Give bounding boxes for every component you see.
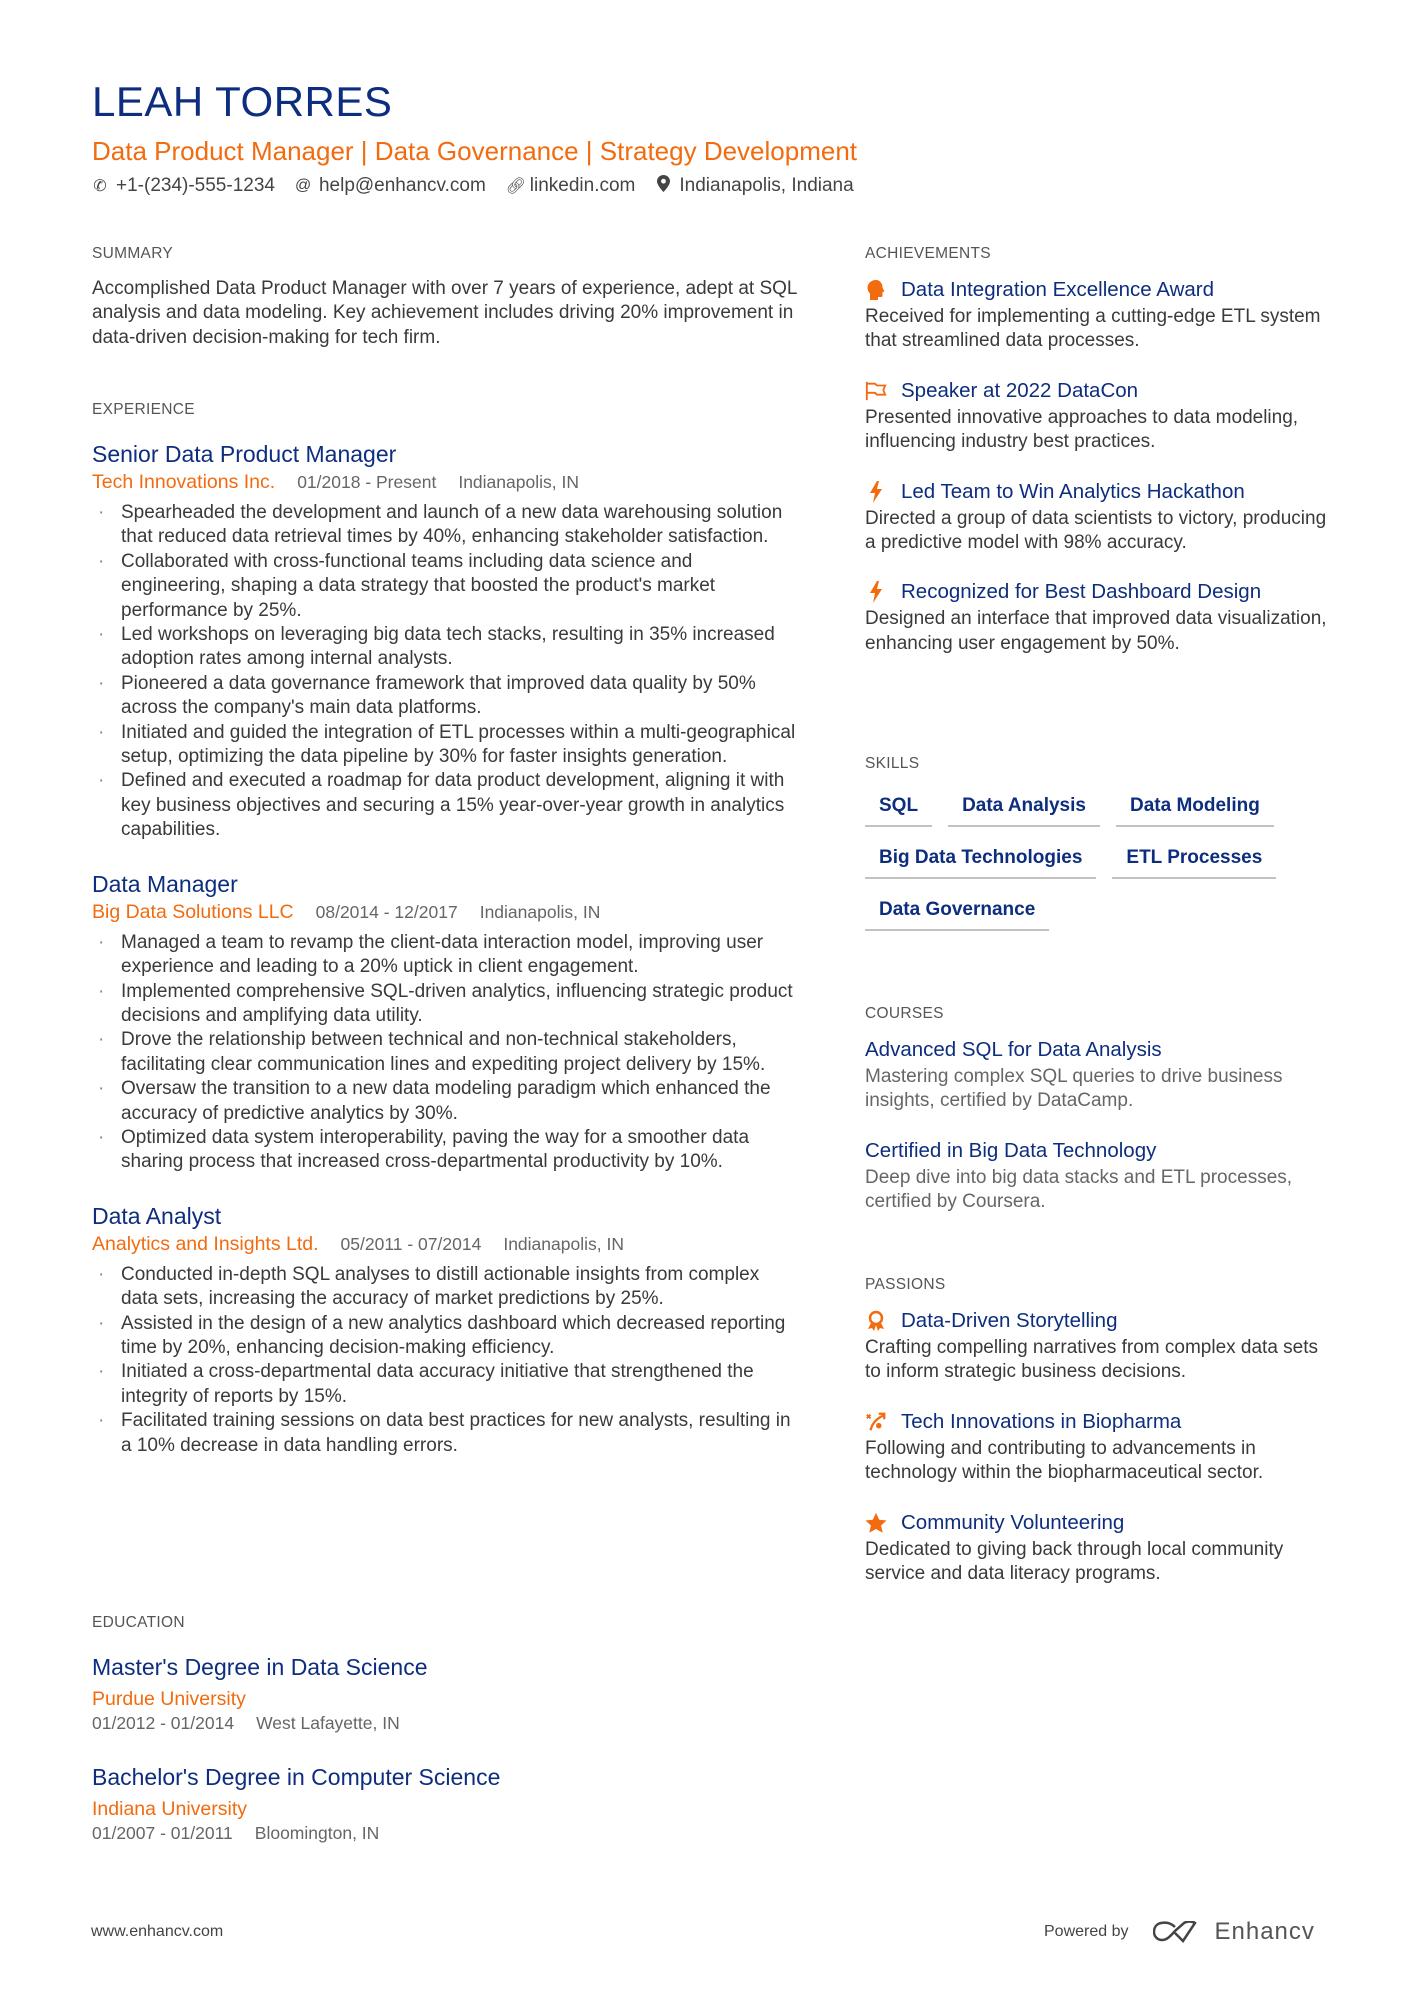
powered-by	[1044, 1918, 1315, 1946]
achievement-title: Led Team to Win Analytics Hackathon	[901, 479, 1245, 503]
flag-icon	[865, 380, 887, 402]
achievement-desc: Presented innovative approaches to data modeling, influencing industry best practices.	[865, 406, 1299, 453]
contact-linkedin[interactable]	[506, 175, 636, 197]
skill-tag: Data Governance	[865, 899, 1049, 931]
candidate-name: LEAH TORRES	[92, 78, 393, 125]
course-desc: Mastering complex SQL queries to drive business insights, certified by DataCamp.	[865, 1066, 1283, 1112]
job-bullets	[92, 501, 797, 843]
job-title: Data Analyst	[92, 1202, 222, 1229]
bullet: · Spearheaded the development and launch of a new data warehousing solution that reduced data retrieval times by 40%, enhancing stakeholder satisfaction.	[92, 501, 797, 550]
passion-desc: Dedicated to giving back through local community service and data literacy programs.	[865, 1538, 1284, 1585]
brand-name: Enhancv	[1214, 1918, 1315, 1945]
passion-item	[865, 1306, 1335, 1385]
job-location: Indianapolis, IN	[479, 901, 601, 922]
passion-item	[865, 1508, 1335, 1587]
course-title: Certified in Big Data Technology	[865, 1138, 1157, 1162]
edu-location: West Lafayette, IN	[256, 1713, 400, 1733]
achievement-title: Data Integration Excellence Award	[901, 278, 1215, 301]
skills-section	[865, 755, 1335, 931]
passion-desc: Following and contributing to advancements in technology within the biopharmaceutical sector.	[865, 1437, 1264, 1484]
contact-phone	[92, 175, 275, 197]
skill-tag: Data Analysis	[948, 795, 1100, 827]
degree: Master's Degree in Data Science	[92, 1654, 428, 1680]
phone-text: +1-(234)-555-1234	[116, 175, 275, 196]
achievement-desc: Designed an interface that improved data visualization, enhancing user engagement by 50%.	[865, 608, 1327, 654]
job-dates: 05/2011 - 07/2014	[340, 1233, 482, 1254]
enhancv-logo[interactable]	[1153, 1918, 1315, 1946]
courses-section	[865, 1005, 1335, 1215]
job-location: Indianapolis, IN	[503, 1233, 624, 1254]
achievement-item	[865, 577, 1335, 656]
passions-section	[865, 1276, 1335, 1608]
experience-section	[92, 401, 797, 1484]
headline: Data Product Manager | Data Governance | Strategy Development	[92, 136, 858, 166]
job-title: Data Manager	[92, 870, 238, 897]
company-name: Analytics and Insights Ltd.	[92, 1232, 319, 1255]
powered-by-text: Powered by	[1044, 1923, 1129, 1940]
bullet: · Conducted in-depth SQL analyses to distill actionable insights from complex data sets, increasing the accuracy of market predictions by 25%.	[92, 1263, 797, 1312]
section-label: SUMMARY	[92, 245, 174, 262]
lightning-icon	[865, 481, 887, 503]
degree: Bachelor's Degree in Computer Science	[92, 1764, 501, 1790]
job-bullets	[92, 1263, 797, 1458]
achievements-section	[865, 245, 1335, 678]
award-medal-icon	[865, 1310, 887, 1332]
job-title: Senior Data Product Manager	[92, 441, 397, 467]
bullet: · Managed a team to revamp the client-data interaction model, improving user experience and leading to a 20% uptick in client engagement.	[92, 931, 797, 980]
edu-location: Bloomington, IN	[254, 1823, 380, 1843]
footer-website[interactable]: www.enhancv.com	[91, 1923, 224, 1940]
skill-tag: SQL	[865, 795, 932, 827]
job-entry	[92, 1201, 797, 1458]
achievement-item	[865, 376, 1335, 455]
passion-title: Tech Innovations in Biopharma	[901, 1409, 1182, 1433]
job-entry	[92, 439, 797, 843]
email-link[interactable]: help@enhancv.com	[318, 175, 486, 196]
company-name: Tech Innovations Inc.	[92, 471, 276, 493]
bullet: · Defined and executed a roadmap for data product development, aligning it with key business objectives and securing a 15% year-over-year growth in analytics capabilities.	[92, 769, 797, 842]
star-icon	[865, 1512, 887, 1534]
course-desc: Deep dive into big data stacks and ETL processes, certified by Coursera.	[865, 1166, 1293, 1213]
bullet: · Implemented comprehensive SQL-driven analytics, influencing strategic product decisions and amplifying data utility.	[92, 980, 797, 1029]
bullet: · Initiated and guided the integration of ETL processes within a multi-geographical setup, optimizing the data pipeline by 30% for faster insights generation.	[92, 721, 797, 770]
job-entry	[92, 869, 797, 1175]
company-name: Big Data Solutions LLC	[92, 900, 294, 923]
bullet: · Pioneered a data governance framework that improved data quality by 50% across the company's main data platforms.	[92, 672, 797, 721]
education-entry	[92, 1652, 797, 1734]
achievement-desc: Received for implementing a cutting-edge ETL system that streamlined data processes.	[865, 306, 1321, 352]
summary-text: Accomplished Data Product Manager with over 7 years of experience, adept at SQL analysis and data modeling. Key achievement includes driving 20% improvement in data-driven decision-making for tech firm.	[92, 278, 797, 348]
bullet: · Assisted in the design of a new analytics dashboard which decreased reporting time by 20%, enhancing decision-making efficiency.	[92, 1312, 797, 1361]
link-icon: 🔗︎	[505, 178, 527, 195]
skill-tag: Big Data Technologies	[865, 847, 1096, 879]
enhancv-logo-icon	[1153, 1921, 1201, 1943]
education-section	[92, 1614, 797, 1844]
bullet: · Initiated a cross-departmental data accuracy initiative that strengthened the integrity of reports by 15%.	[92, 1360, 797, 1409]
passion-title: Community Volunteering	[901, 1510, 1125, 1534]
school: Purdue University	[92, 1688, 246, 1710]
contact-row	[92, 175, 854, 197]
brain-icon	[865, 279, 887, 301]
bullet: · Drove the relationship between technical and non-technical stakeholders, facilitating clear communication lines and expediting project delivery by 15%.	[92, 1028, 797, 1077]
passion-desc: Crafting compelling narratives from complex data sets to inform strategic business decisions.	[865, 1337, 1319, 1383]
achievement-title: Recognized for Best Dashboard Design	[901, 580, 1262, 604]
bullet: · Oversaw the transition to a new data modeling paradigm which enhanced the accuracy of predictive analytics by 30%.	[92, 1077, 797, 1126]
bullet: · Collaborated with cross-functional teams including data science and engineering, shaping a data strategy that boosted the product's market performance by 25%.	[92, 550, 797, 623]
course-title: Advanced SQL for Data Analysis	[865, 1038, 1162, 1061]
achievement-item	[865, 275, 1335, 354]
route-icon	[865, 1411, 887, 1433]
passion-item	[865, 1407, 1335, 1486]
linkedin-link[interactable]: linkedin.com	[529, 175, 636, 196]
job-bullets	[92, 931, 797, 1175]
course-item	[865, 1136, 1335, 1215]
phone-icon: ✆	[93, 178, 107, 195]
achievement-item	[865, 477, 1335, 556]
at-icon: @	[294, 177, 312, 194]
contact-location	[655, 175, 853, 197]
skill-tag: ETL Processes	[1112, 847, 1276, 879]
section-label: PASSIONS	[865, 1276, 946, 1293]
location-pin-icon	[655, 175, 671, 197]
job-location: Indianapolis, IN	[458, 472, 579, 492]
job-dates: 01/2018 - Present	[297, 472, 437, 492]
section-label: COURSES	[865, 1005, 944, 1022]
section-label: SKILLS	[865, 755, 920, 772]
section-label: EXPERIENCE	[92, 401, 195, 418]
lightning-icon	[865, 581, 887, 603]
passion-title: Data-Driven Storytelling	[901, 1309, 1118, 1332]
achievement-desc: Directed a group of data scientists to victory, producing a predictive model with 98% accuracy.	[865, 507, 1327, 554]
bullet: · Facilitated training sessions on data best practices for new analysts, resulting in a 10% decrease in data handling errors.	[92, 1409, 797, 1458]
location-text: Indianapolis, Indiana	[679, 175, 854, 196]
bullet: · Led workshops on leveraging big data tech stacks, resulting in 35% increased adoption rates among internal analysts.	[92, 623, 797, 672]
section-label: ACHIEVEMENTS	[865, 245, 991, 262]
edu-dates: 01/2007 - 01/2011	[92, 1823, 233, 1843]
job-dates: 08/2014 - 12/2017	[315, 901, 458, 922]
contact-email[interactable]	[295, 175, 486, 197]
course-item	[865, 1035, 1335, 1114]
achievement-title: Speaker at 2022 DataCon	[901, 378, 1139, 402]
skill-tag: Data Modeling	[1116, 795, 1274, 827]
education-entry	[92, 1762, 797, 1844]
edu-dates: 01/2012 - 01/2014	[92, 1713, 235, 1733]
school: Indiana University	[92, 1798, 247, 1820]
summary-section	[92, 245, 797, 350]
section-label: EDUCATION	[92, 1614, 185, 1631]
bullet: · Optimized data system interoperability, paving the way for a smoother data sharing process that increased cross-departmental productivity by 10%.	[92, 1126, 797, 1175]
